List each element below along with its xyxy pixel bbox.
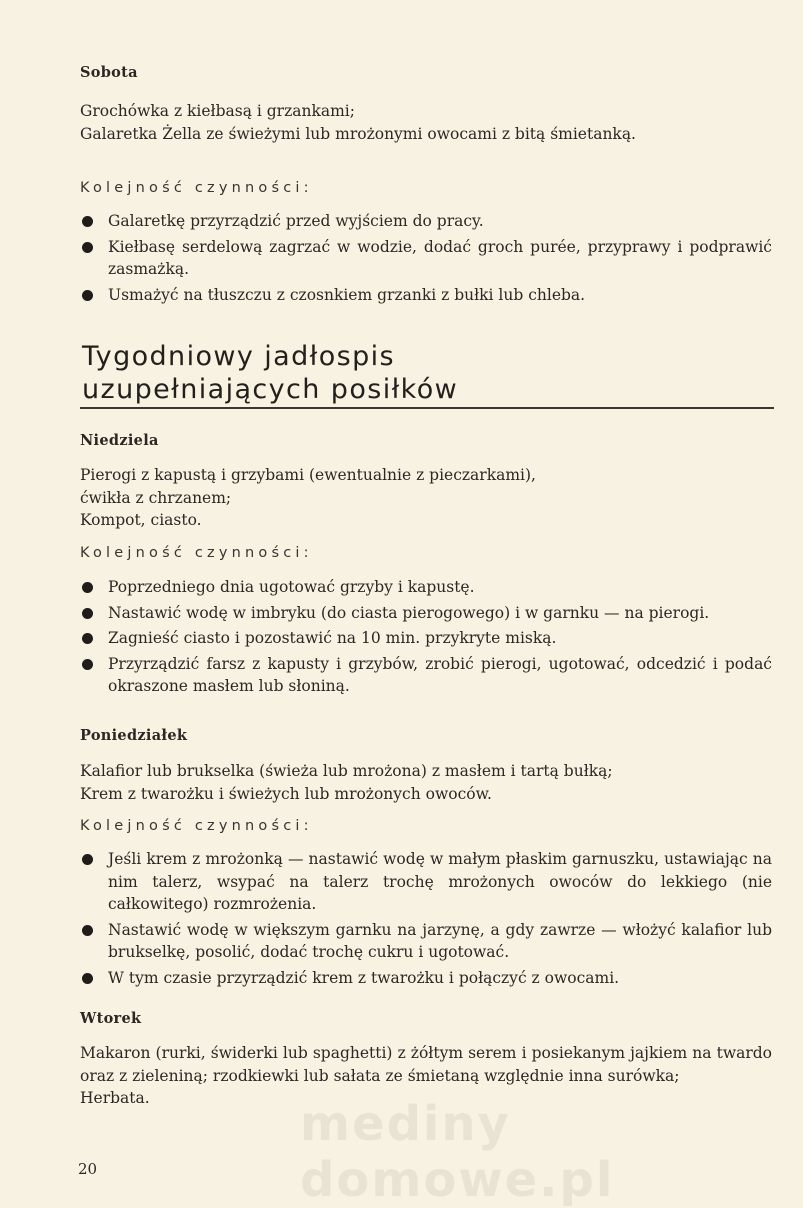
bullet-icon	[82, 973, 93, 984]
step-item: Galaretkę przyrządzić przed wyjściem do pracy.	[80, 210, 772, 233]
step-item: Zagnieść ciasto i pozostawić na 10 min. przykryte miską.	[80, 627, 772, 650]
menu-line: Herbata.	[80, 1089, 150, 1107]
bullet-icon	[82, 582, 93, 593]
menu-line: Makaron (rurki, świderki lub spaghetti) z żółtym serem i posiekanym jajkiem na twardo oraz z zieleniną; rzodkiewki lub sałata ze śmietaną względnie inna surówka;	[80, 1044, 772, 1085]
section-heading-line1: Tygodniowy jadłospis	[82, 341, 395, 372]
step-item: Kiełbasę serdelową zagrzać w wodzie, dodać groch purée, przyprawy i podprawić zasmażką.	[80, 236, 772, 281]
order-label-sobota: Kolejność czynności:	[80, 180, 313, 196]
menu-line: ćwikła z chrzanem;	[80, 488, 232, 507]
day-heading-sobota: Sobota	[80, 64, 138, 81]
menu-sobota	[80, 100, 772, 145]
section-heading	[82, 340, 458, 406]
order-label-poniedzialek: Kolejność czynności:	[80, 818, 313, 834]
step-item: Nastawić wodę w większym garnku na jarzynę, a gdy zawrze — włożyć kalafior lub brukselkę, posolić, dodać trochę cukru i ugotować.	[80, 919, 772, 964]
heading-divider	[80, 407, 774, 409]
menu-line: Grochówka z kiełbasą i grzankami;	[80, 102, 355, 120]
bullet-icon	[82, 659, 93, 670]
menu-niedziela	[80, 464, 772, 532]
steps-sobota	[80, 210, 772, 309]
bullet-icon	[82, 854, 93, 865]
menu-line: Krem z twarożku i świeżych lub mrożonych owoców.	[80, 784, 492, 803]
bullet-icon	[82, 216, 93, 227]
bullet-icon	[82, 633, 93, 644]
steps-niedziela	[80, 576, 772, 701]
menu-line: Kalafior lub brukselka (świeża lub mrożona) z masłem i tartą bułką;	[80, 762, 613, 780]
bullet-icon	[82, 290, 93, 301]
step-item: Przyrządzić farsz z kapusty i grzybów, zrobić pierogi, ugotować, odcedzić i podać okraszone masłem lub słoniną.	[80, 653, 772, 698]
section-heading-line2: uzupełniających posiłków	[82, 374, 459, 405]
bullet-icon	[82, 242, 93, 253]
menu-line: Pierogi z kapustą i grzybami (ewentualnie z pieczarkami),	[80, 466, 536, 484]
step-item: Nastawić wodę w imbryku (do ciasta pierogowego) i w garnku — na pierogi.	[80, 602, 772, 625]
menu-poniedzialek	[80, 760, 772, 805]
order-label-niedziela: Kolejność czynności:	[80, 545, 313, 561]
day-heading-poniedzialek: Poniedziałek	[80, 727, 188, 744]
step-item: Jeśli krem z mrożonką — nastawić wodę w małym płaskim garnuszku, ustawiając na nim talerz, wsypać na talerz trochę mrożonych owoców do lekkiego (nie całkowitego) rozmrożenia.	[80, 848, 772, 916]
day-heading-niedziela: Niedziela	[80, 432, 159, 449]
step-item: Usmażyć na tłuszczu z czosnkiem grzanki z bułki lub chleba.	[80, 284, 772, 307]
step-item: W tym czasie przyrządzić krem z twarożku i połączyć z owocami.	[80, 967, 772, 990]
menu-wtorek	[80, 1042, 772, 1110]
bullet-icon	[82, 925, 93, 936]
steps-poniedzialek	[80, 848, 772, 992]
menu-line: Kompot, ciasto.	[80, 511, 202, 529]
page-number: 20	[78, 1160, 98, 1178]
step-item: Poprzedniego dnia ugotować grzyby i kapustę.	[80, 576, 772, 599]
menu-line: Galaretka Żella ze świeżymi lub mrożonymi owocami z bitą śmietanką.	[80, 124, 636, 143]
day-heading-wtorek: Wtorek	[80, 1010, 142, 1027]
bullet-icon	[82, 608, 93, 619]
watermark: mediny domowe.pl	[300, 1096, 615, 1208]
